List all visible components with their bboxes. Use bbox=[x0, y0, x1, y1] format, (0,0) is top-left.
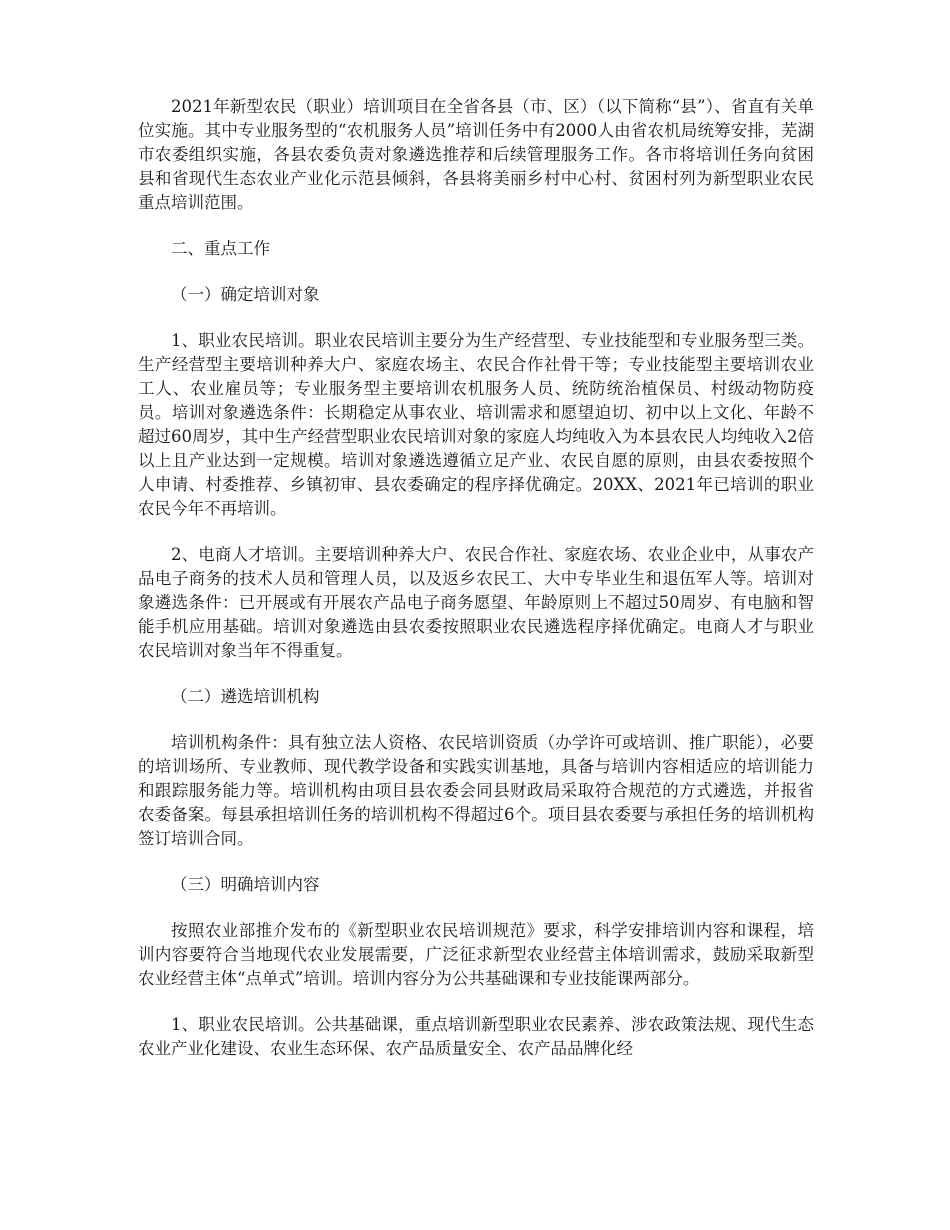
intro-paragraph: 2021年新型农民（职业）培训项目在全省各县（市、区）（以下简称“县”）、省直有关单位实施。其中专业服务型的“农机服务人员”培训任务中有2000人由省农机局统筹安排，芜湖市农委组织实施，各县农委负责对象遴选推荐和后续管理服务工作。各市将培训任务向贫困县和省现代生态农业产业化示范县倾斜，各县将美丽乡村中心村、贫困村列为新型职业农民重点培训范围。 bbox=[138, 97, 814, 212]
subsection-heading-training-institutions: （二）遴选培训机构 bbox=[171, 687, 320, 706]
paragraph-institution-conditions: 培训机构条件：具有独立法人资格、农民培训资质（办学许可或培训、推广职能），必要的培训场所、专业教师、现代教学设备和实践实训基地，具备与培训内容相适应的培训能力和跟踪服务能力等。培训机构由项目县农委会同县财政局采取符合规范的方式遴选，并报省农委备案。每县承担培训任务的培训机构不得超过6个。项目县农委要与承担任务的培训机构签订培训合同。 bbox=[138, 733, 814, 848]
paragraph-public-basic-courses: 1、职业农民培训。公共基础课，重点培训新型职业农民素养、涉农政策法规、现代生态农业产业化建设、农业生态环保、农产品质量安全、农产品品牌化经 bbox=[138, 1015, 814, 1058]
paragraph-training-content: 按照农业部推介发布的《新型职业农民培训规范》要求，科学安排培训内容和课程，培训内容要符合当地现代农业发展需要，广泛征求新型农业经营主体培训需求，鼓励采取新型农业经营主体“点单式”培训。培训内容分为公共基础课和专业技能课两部分。 bbox=[138, 921, 814, 988]
section-heading-key-work: 二、重点工作 bbox=[171, 239, 270, 258]
subsection-heading-training-content: （三）明确培训内容 bbox=[171, 875, 320, 894]
subsection-heading-training-targets: （一）确定培训对象 bbox=[171, 285, 320, 304]
document-body bbox=[138, 95, 814, 1083]
paragraph-professional-farmer-training: 1、职业农民培训。职业农民培训主要分为生产经营型、专业技能型和专业服务型三类。生产经营型主要培训种养大户、家庭农场主、农民合作社骨干等；专业技能型主要培训农业工人、农业雇员等；专业服务型主要培训农机服务人员、统防统治植保员、村级动物防疫员。培训对象遴选条件：长期稳定从事农业、培训需求和愿望迫切、初中以上文化、年龄不超过60周岁，其中生产经营型职业农民培训对象的家庭人均纯收入为本县农民人均纯收入2倍以上且产业达到一定规模。培训对象遴选遵循立足产业、农民自愿的原则，由县农委按照个人申请、村委推荐、乡镇初审、县农委确定的程序择优确定。20XX、2021年已培训的职业农民今年不再培训。 bbox=[138, 331, 814, 518]
paragraph-ecommerce-training: 2、电商人才培训。主要培训种养大户、农民合作社、家庭农场、农业企业中，从事农产品电子商务的技术人员和管理人员，以及返乡农民工、大中专毕业生和退伍军人等。培训对象遴选条件：已开展或有开展农产品电子商务愿望、年龄原则上不超过50周岁、有电脑和智能手机应用基础。培训对象遴选由县农委按照职业农民遴选程序择优确定。电商人才与职业农民培训对象当年不得重复。 bbox=[138, 545, 814, 660]
